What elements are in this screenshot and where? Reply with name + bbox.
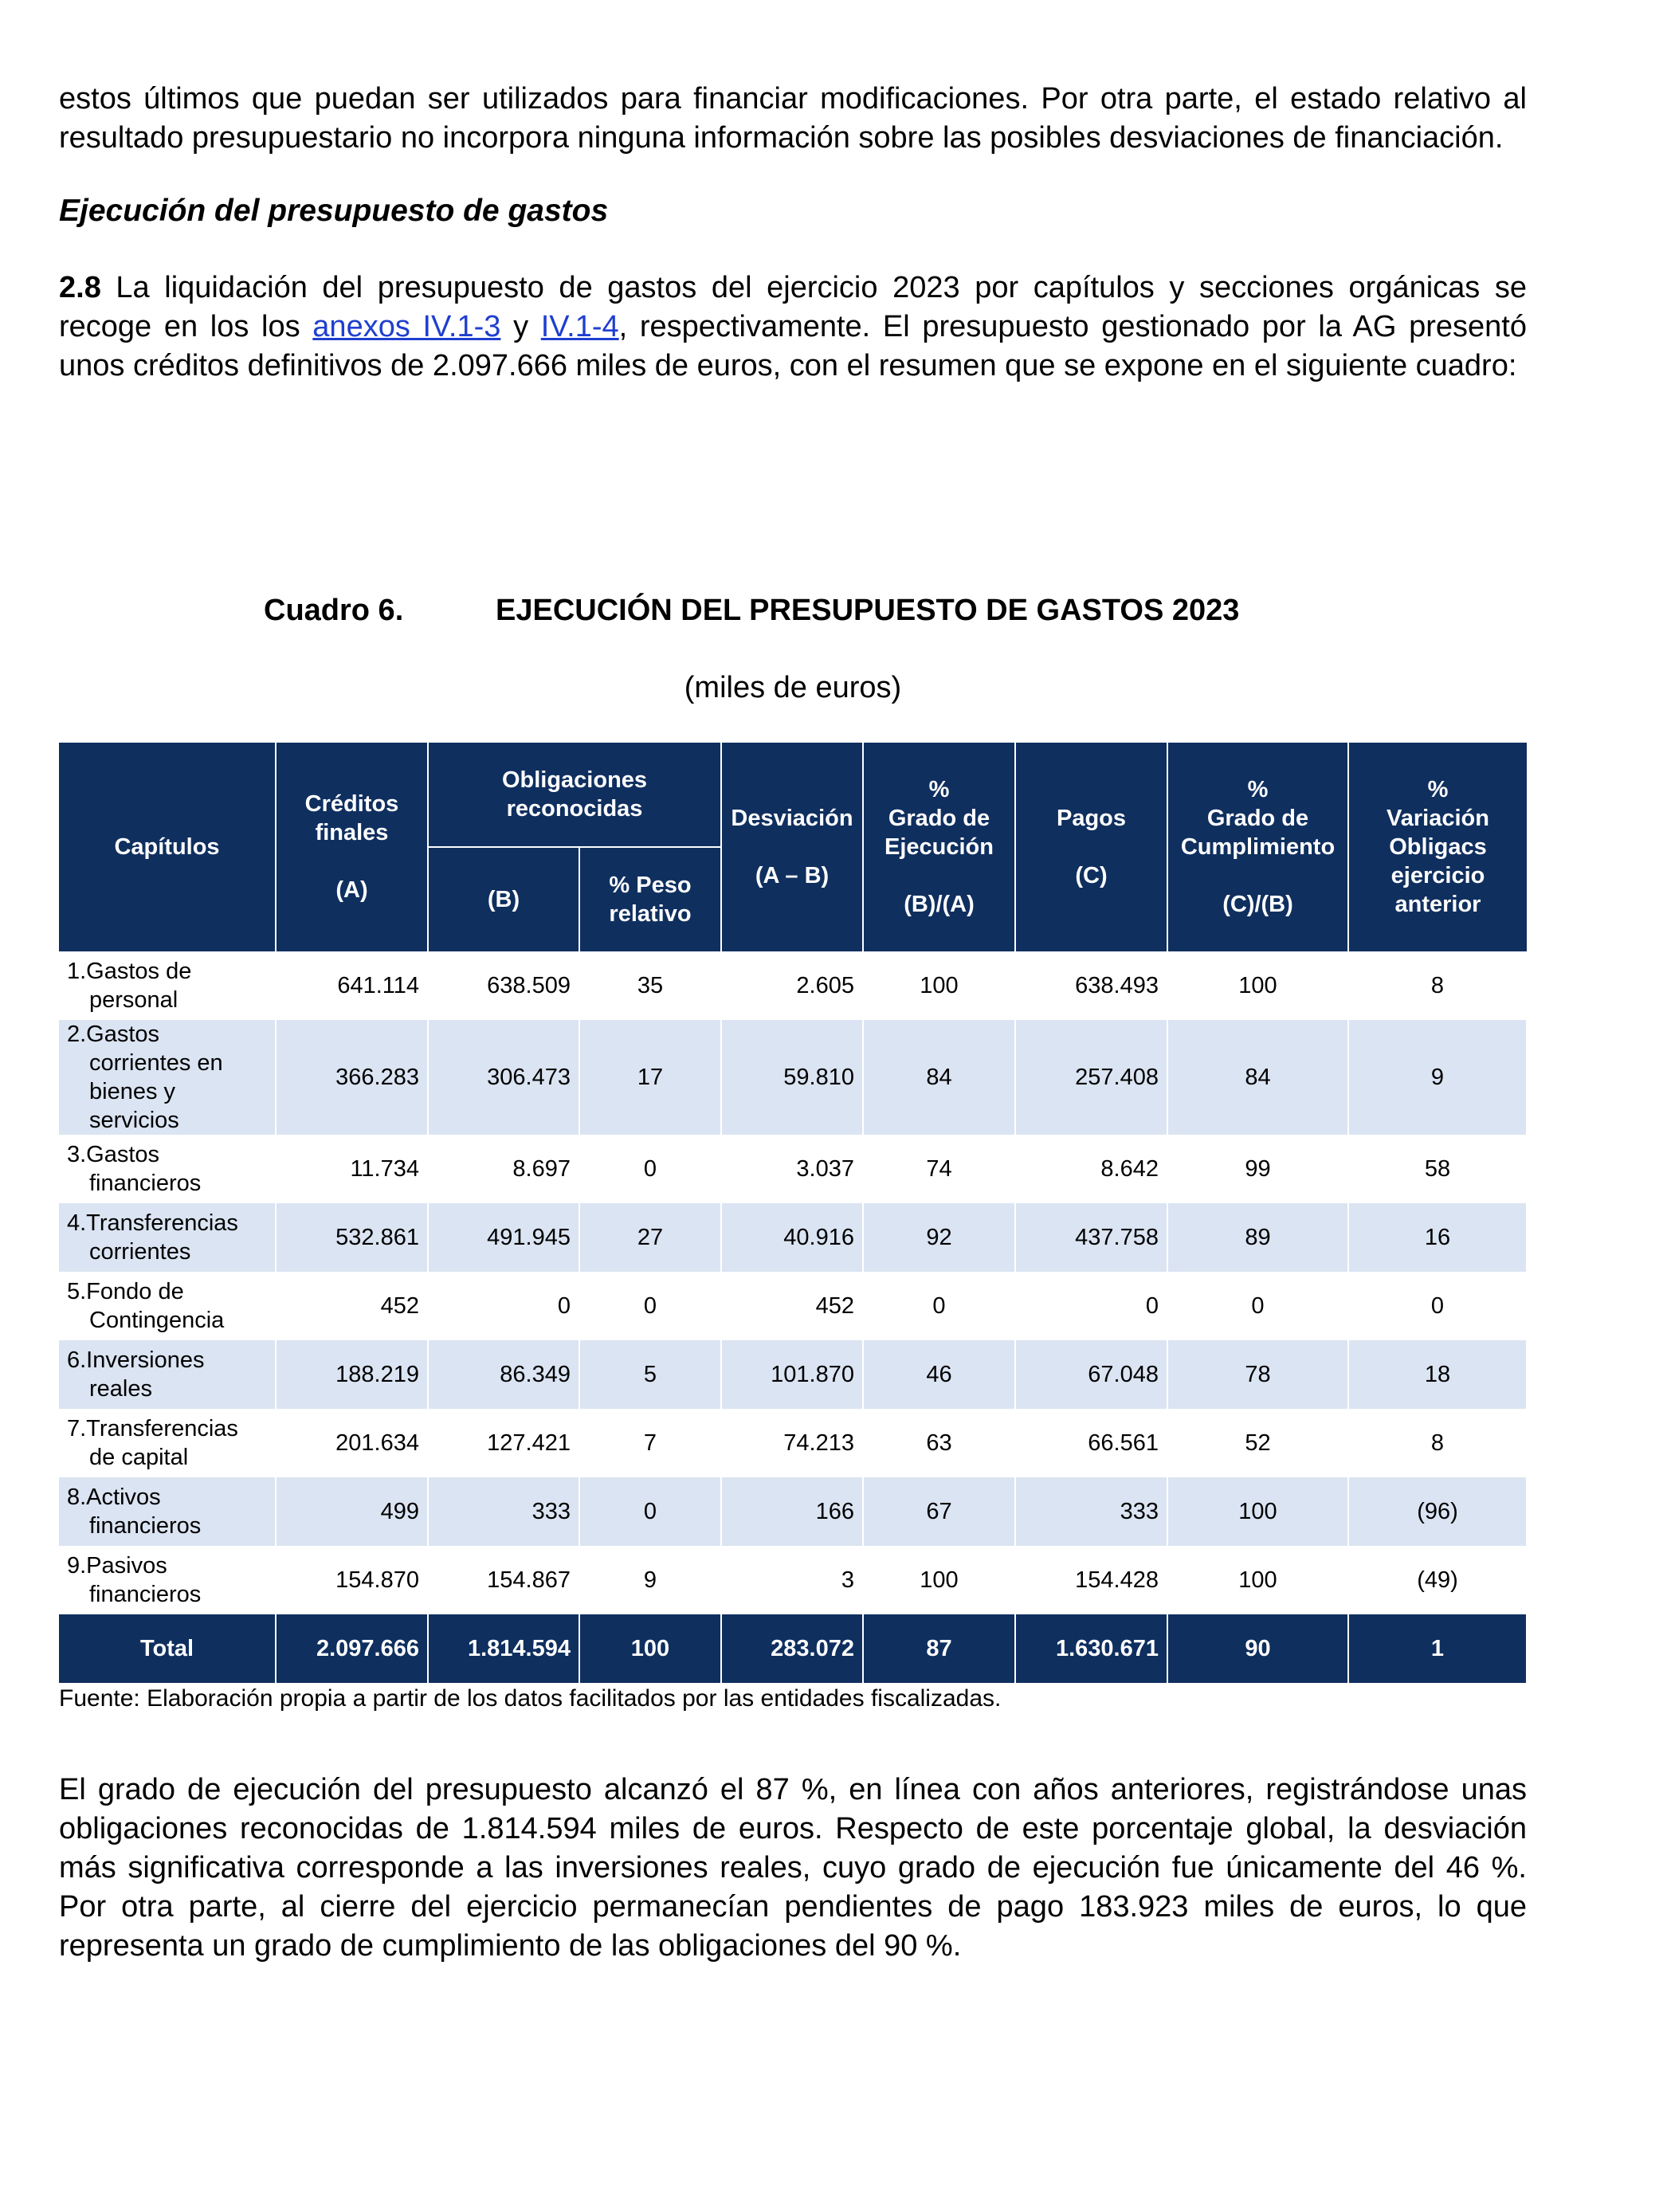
header-ejecucion-pct: % (928, 777, 950, 802)
cell-pagos: 67.048 (1015, 1340, 1167, 1409)
cell-pagos: 66.561 (1015, 1409, 1167, 1477)
row-capitulo (59, 1020, 276, 1135)
annex-link-iv-1-3[interactable]: anexos IV.1-3 (312, 310, 501, 343)
cell-cumplimiento: 99 (1167, 1135, 1348, 1203)
cell-desviacion: 166 (721, 1477, 863, 1546)
header-peso: % Peso relativo (579, 847, 721, 951)
header-variacion-pct: % (1427, 777, 1449, 802)
cell-cumplimiento: 100 (1167, 951, 1348, 1020)
table-total-row (59, 1614, 1527, 1683)
cell-cumplimiento: 78 (1167, 1340, 1348, 1409)
capitulo-line2: personal (89, 987, 178, 1013)
header-cumplimiento-label: Grado de Cumplimiento (1180, 806, 1336, 860)
cell-variacion: (96) (1348, 1477, 1527, 1546)
cell-obligaciones: 333 (428, 1477, 579, 1546)
table-body (59, 951, 1527, 1683)
header-cumplimiento-pct: % (1247, 777, 1269, 802)
capitulo-line2: financieros (89, 1513, 202, 1539)
table-units: (miles de euros) (684, 671, 902, 704)
capitulo-line2: corrientes en bienes y servicios (89, 1050, 223, 1133)
table-row (59, 1272, 1527, 1340)
cell-ejecucion: 0 (863, 1272, 1015, 1340)
capitulo-line1: 8.Activos (67, 1484, 161, 1510)
table-row (59, 951, 1527, 1020)
cell-ejecucion: 67 (863, 1477, 1015, 1546)
total-creditos: 2.097.666 (276, 1614, 428, 1683)
cell-obligaciones: 127.421 (428, 1409, 579, 1477)
cell-peso: 7 (579, 1409, 721, 1477)
capitulo-line1: 9.Pasivos (67, 1553, 167, 1579)
header-desviacion-label: Desviación (731, 806, 853, 831)
capitulo-line1: 7.Transferencias (67, 1416, 238, 1441)
header-ejecucion-label: Grado de Ejecución (884, 806, 994, 860)
cell-peso: 35 (579, 951, 721, 1020)
cell-peso: 5 (579, 1340, 721, 1409)
total-variacion: 1 (1348, 1614, 1527, 1683)
total-label: Total (59, 1614, 276, 1683)
table-row (59, 1203, 1527, 1272)
cell-obligaciones: 0 (428, 1272, 579, 1340)
cell-ejecucion: 63 (863, 1409, 1015, 1477)
header-pagos (1015, 743, 1167, 951)
table-row (59, 1340, 1527, 1409)
annex-link-iv-1-4[interactable]: IV.1-4 (540, 310, 619, 343)
paragraph-text-c: , respectivamente. El presupuesto gestionado por la AG presentó unos créditos definitivos de 2.097.666 miles de euros, con el resumen que se expone en el siguiente cuadro: (59, 310, 1527, 382)
cell-peso: 0 (579, 1135, 721, 1203)
cell-ejecucion: 100 (863, 951, 1015, 1020)
header-cumplimiento (1167, 743, 1348, 951)
cell-peso: 0 (579, 1272, 721, 1340)
capitulo-line1: 2.Gastos (67, 1022, 160, 1047)
cell-desviacion: 59.810 (721, 1020, 863, 1135)
cell-pagos: 437.758 (1015, 1203, 1167, 1272)
header-cumplimiento-code: (C)/(B) (1222, 892, 1293, 917)
table-number: Cuadro 6. (264, 594, 404, 627)
cell-ejecucion: 46 (863, 1340, 1015, 1409)
table-source-note: Fuente: Elaboración propia a partir de los datos facilitados por las entidades fiscalizadas. (59, 1685, 1002, 1712)
header-desviacion (721, 743, 863, 951)
cell-peso: 9 (579, 1546, 721, 1614)
capitulo-line2: de capital (89, 1445, 189, 1470)
cell-cumplimiento: 100 (1167, 1546, 1348, 1614)
cell-ejecucion: 84 (863, 1020, 1015, 1135)
cell-cumplimiento: 84 (1167, 1020, 1348, 1135)
cell-peso: 0 (579, 1477, 721, 1546)
capitulo-line2: reales (89, 1376, 152, 1402)
total-desviacion: 283.072 (721, 1614, 863, 1683)
capitulo-line1: 1.Gastos de (67, 959, 192, 984)
cell-pagos: 8.642 (1015, 1135, 1167, 1203)
cell-creditos: 366.283 (276, 1020, 428, 1135)
cell-peso: 17 (579, 1020, 721, 1135)
capitulo-line1: 4.Transferencias (67, 1210, 238, 1236)
cell-creditos: 154.870 (276, 1546, 428, 1614)
table-row (59, 1477, 1527, 1546)
cell-obligaciones: 8.697 (428, 1135, 579, 1203)
capitulo-line1: 3.Gastos (67, 1142, 160, 1167)
row-capitulo (59, 1340, 276, 1409)
cell-desviacion: 3 (721, 1546, 863, 1614)
capitulo-line2: financieros (89, 1582, 202, 1607)
row-capitulo (59, 1203, 276, 1272)
cell-variacion: 16 (1348, 1203, 1527, 1272)
paragraph-number: 2.8 (59, 271, 101, 304)
cell-obligaciones: 491.945 (428, 1203, 579, 1272)
header-creditos (276, 743, 428, 951)
cell-desviacion: 452 (721, 1272, 863, 1340)
row-capitulo (59, 951, 276, 1020)
capitulo-line1: 6.Inversiones (67, 1347, 205, 1373)
capitulo-line2: Contingencia (89, 1308, 225, 1333)
header-obligaciones: Obligaciones reconocidas (428, 743, 721, 847)
cell-ejecucion: 74 (863, 1135, 1015, 1203)
cell-obligaciones: 86.349 (428, 1340, 579, 1409)
table-row (59, 1546, 1527, 1614)
cell-pagos: 638.493 (1015, 951, 1167, 1020)
cell-creditos: 532.861 (276, 1203, 428, 1272)
cell-ejecucion: 100 (863, 1546, 1015, 1614)
cell-pagos: 257.408 (1015, 1020, 1167, 1135)
intro-paragraph: estos últimos que puedan ser utilizados para financiar modificaciones. Por otra parte, el estado relativo al resultado presupuestario no incorpora ninguna información sobre las posibles desviaciones de financiación. (59, 82, 1527, 155)
cell-variacion: 0 (1348, 1272, 1527, 1340)
cell-desviacion: 74.213 (721, 1409, 863, 1477)
cell-creditos: 188.219 (276, 1340, 428, 1409)
total-ejecucion: 87 (863, 1614, 1015, 1683)
capitulo-line2: corrientes (89, 1239, 191, 1265)
cell-creditos: 452 (276, 1272, 428, 1340)
header-variacion-label: Variación Obligacs ejercicio anterior (1387, 806, 1489, 917)
cell-desviacion: 2.605 (721, 951, 863, 1020)
header-pagos-label: Pagos (1056, 806, 1127, 831)
table-row (59, 1020, 1527, 1135)
budget-execution-table (59, 743, 1528, 1683)
cell-pagos: 0 (1015, 1272, 1167, 1340)
cell-desviacion: 3.037 (721, 1135, 863, 1203)
row-capitulo (59, 1546, 276, 1614)
cell-obligaciones: 154.867 (428, 1546, 579, 1614)
total-cumplimiento: 90 (1167, 1614, 1348, 1683)
section-heading: Ejecución del presupuesto de gastos (59, 194, 609, 228)
cell-pagos: 333 (1015, 1477, 1167, 1546)
header-ejecucion-code: (B)/(A) (904, 892, 975, 917)
total-obligaciones: 1.814.594 (428, 1614, 579, 1683)
header-obligaciones-code: (B) (428, 847, 579, 951)
cell-cumplimiento: 0 (1167, 1272, 1348, 1340)
cell-variacion: 9 (1348, 1020, 1527, 1135)
cell-obligaciones: 638.509 (428, 951, 579, 1020)
cell-creditos: 499 (276, 1477, 428, 1546)
header-creditos-code: (A) (335, 877, 368, 903)
cell-variacion: (49) (1348, 1546, 1527, 1614)
paragraph-2-8 (59, 269, 1527, 386)
cell-ejecucion: 92 (863, 1203, 1015, 1272)
row-capitulo (59, 1409, 276, 1477)
cell-peso: 27 (579, 1203, 721, 1272)
header-capitulos: Capítulos (59, 743, 276, 951)
closing-section (59, 1771, 1527, 1966)
document-page (59, 80, 1527, 1963)
cell-creditos: 11.734 (276, 1135, 428, 1203)
header-desviacion-code: (A – B) (755, 863, 830, 888)
cell-variacion: 8 (1348, 951, 1527, 1020)
total-peso: 100 (579, 1614, 721, 1683)
closing-paragraph: El grado de ejecución del presupuesto alcanzó el 87 %, en línea con años anteriores, registrándose unas obligaciones reconocidas de 1.814.594 miles de euros. Respecto de este porcentaje global, la desviación más significativa corresponde a las inversiones reales, cuyo grado de ejecución fue únicamente del 46 %. Por otra parte, al cierre del ejercicio permanecían pendientes de pago 183.923 miles de euros, lo que representa un grado de cumplimiento de las obligaciones del 90 %. (59, 1773, 1527, 1963)
cell-desviacion: 101.870 (721, 1340, 863, 1409)
cell-cumplimiento: 89 (1167, 1203, 1348, 1272)
table-header-row (59, 743, 1527, 847)
cell-cumplimiento: 100 (1167, 1477, 1348, 1546)
row-capitulo (59, 1272, 276, 1340)
cell-obligaciones: 306.473 (428, 1020, 579, 1135)
table-row (59, 1135, 1527, 1203)
paragraph-text-b: y (500, 310, 541, 343)
cell-pagos: 154.428 (1015, 1546, 1167, 1614)
table-row (59, 1409, 1527, 1477)
capitulo-line2: financieros (89, 1171, 202, 1196)
cell-desviacion: 40.916 (721, 1203, 863, 1272)
total-pagos: 1.630.671 (1015, 1614, 1167, 1683)
header-variacion (1348, 743, 1527, 951)
header-ejecucion (863, 743, 1015, 951)
table-title: EJECUCIÓN DEL PRESUPUESTO DE GASTOS 2023 (496, 594, 1240, 627)
cell-cumplimiento: 52 (1167, 1409, 1348, 1477)
cell-variacion: 18 (1348, 1340, 1527, 1409)
row-capitulo (59, 1135, 276, 1203)
capitulo-line1: 5.Fondo de (67, 1279, 184, 1304)
header-creditos-label: Créditos finales (304, 791, 399, 845)
cell-variacion: 58 (1348, 1135, 1527, 1203)
paragraph-text-a: La liquidación del presupuesto de gastos del ejercicio 2023 por capítulos y secciones orgánicas se recoge en los los (59, 271, 1527, 343)
cell-creditos: 641.114 (276, 951, 428, 1020)
header-pagos-code: (C) (1075, 863, 1108, 888)
cell-variacion: 8 (1348, 1409, 1527, 1477)
cell-creditos: 201.634 (276, 1409, 428, 1477)
row-capitulo (59, 1477, 276, 1546)
